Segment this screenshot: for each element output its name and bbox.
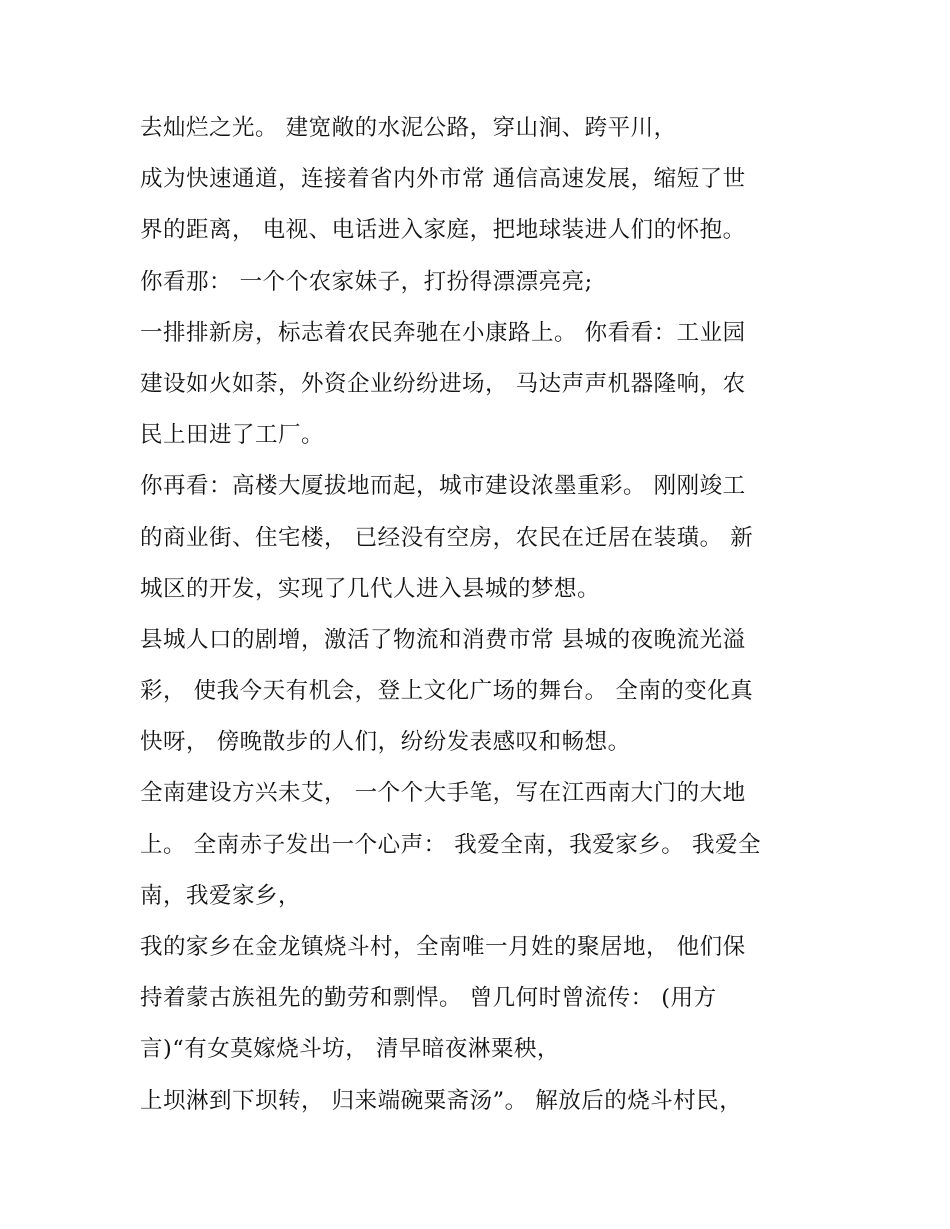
text-line: 成为快速通道，连接着省内外市常 通信高速发展，缩短了世: [140, 166, 746, 193]
text-line: 全南建设方兴未艾， 一个个大手笔，写在江西南大门的大地: [140, 780, 746, 807]
text-line: 城区的开发，实现了几代人进入县城的梦想。: [140, 575, 601, 602]
text-line: 建设如火如荼，外资企业纷纷进场， 马达声声机器隆响，农: [140, 370, 746, 397]
text-line: 上。 全南赤子发出一个心声： 我爱全南，我爱家乡。 我爱全: [140, 831, 761, 858]
text-line: 界的距离， 电视、电话进入家庭，把地球装进人们的怀抱。: [140, 217, 746, 244]
text-line: 县城人口的剧增，激活了物流和消费市常 县城的夜晚流光溢: [140, 626, 746, 653]
text-line: 你看那： 一个个农家妹子，打扮得漂漂亮亮;: [140, 268, 593, 295]
text-line: 去灿烂之光。 建宽敞的水泥公路，穿山涧、跨平川，: [140, 115, 677, 141]
text-line: 彩， 使我今天有机会，登上文化广场的舞台。 全南的变化真: [140, 678, 754, 705]
text-line: 持着蒙古族祖先的勤劳和剽悍。 曾几何时曾流传： (用方: [140, 985, 717, 1012]
text-line: 上坝淋到下坝转， 归来端碗粟斋汤”。 解放后的烧斗村民，: [140, 1087, 743, 1114]
text-line: 的商业街、住宅楼， 已经没有空房，农民在迁居在装璜。 新: [140, 524, 754, 551]
text-line: 你再看：高楼大厦拔地而起，城市建设浓墨重彩。 刚刚竣工: [140, 473, 746, 500]
text-line: 快呀， 傍晚散步的人们，纷纷发表感叹和畅想。: [140, 729, 631, 756]
text-line: 民上田进了工厂。: [140, 422, 325, 449]
text-line: 一排排新房，标志着农民奔驰在小康路上。 你看看：工业园: [140, 319, 746, 346]
text-line: 南，我爱家乡，: [140, 882, 302, 909]
document-body: [140, 108, 820, 1132]
text-line: 我的家乡在金龙镇烧斗村，全南唯一月姓的聚居地， 他们保: [140, 934, 746, 960]
text-line: 言)“有女莫嫁烧斗坊， 清早暗夜淋粟秧，: [140, 1036, 560, 1063]
